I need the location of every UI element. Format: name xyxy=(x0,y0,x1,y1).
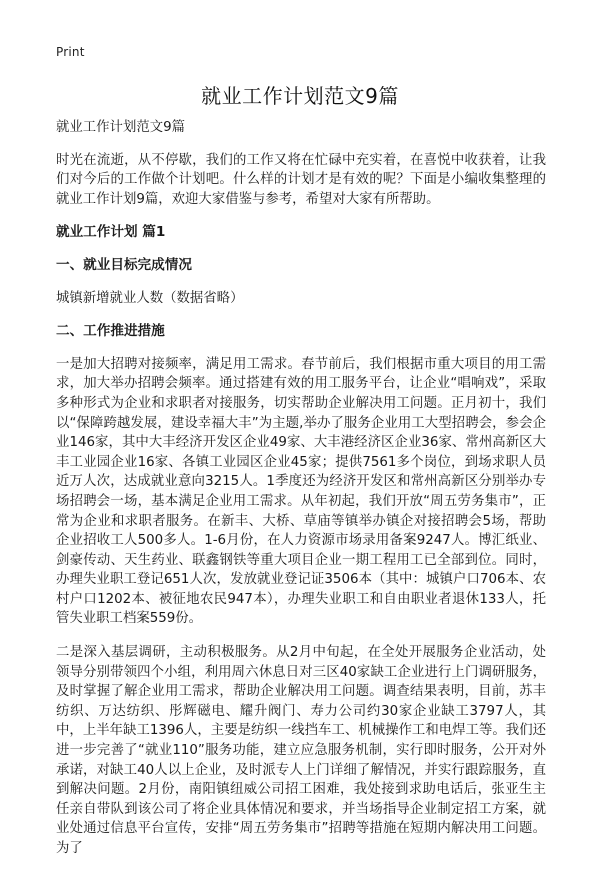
heading-work-measures: 二、工作推进措施 xyxy=(56,323,165,340)
intro-paragraph: 时光在流逝，从不停歇，我们的工作又将在忙碌中充实着，在喜悦中收获着，让我们对今后的工作做个计划吧。什么样的计划才是有效的呢？下面是小编收集整理的就业工作计划9篇，欢迎大家借鉴与参考，希望对大家有所帮助。 xyxy=(56,152,546,207)
print-label: Print xyxy=(56,45,85,59)
paragraph-measure-1: 一是加大招聘对接频率，满足用工需求。春节前后，我们根据市重大项目的用工需求，加大举办招聘会频率。通过搭建有效的用工服务平台，让企业“唱响戏”，采取多种形式为企业和求职者对接服务，切实帮助企业解决用工问题。正月初十，我们以“保障跨越发展，建设幸福大丰”为主题,举办了服务企业用工大型招聘会，参会企业146家，其中大丰经济开发区企业49家、大丰港经济区企业36家、常州高新区大丰工业园企业16家、各镇工业园区企业45家；提供7561多个岗位，到场求职人员近万人次，达成就业意向3215人。1季度还为经济开发区和常州高新区分别举办专场招聘会一场，基本满足企业用工需求。从年初起，我们开放“周五劳务集市”，正常为企业和求职者服务。在新丰、大桥、草庙等镇举办镇企对接招聘会5场，帮助企业招收工人500多人。1-6月份，在人力资源市场录用备案9247人。博汇纸业、剑豪传动、天生药业、联鑫钢铁等重大项目企业一期工程用工已全部到位。同时，办理失业职工登记651人次，发放就业登记证3506本（其中：城镇户口706本、农村户口1202本、被征地农民947本），办理失业职工和自由职业者退休133人，托管失业职工档案559份。 xyxy=(56,356,546,627)
section-title: 就业工作计划 篇1 xyxy=(56,224,166,241)
document-title: 就业工作计划范文9篇 xyxy=(201,84,399,108)
document-subtitle: 就业工作计划范文9篇 xyxy=(56,120,186,135)
document-content xyxy=(56,118,546,873)
paragraph-goals: 城镇新增就业人数（数据省略） xyxy=(56,290,244,306)
heading-employment-goals: 一、就业目标完成情况 xyxy=(56,256,192,273)
paragraph-measure-2: 二是深入基层调研，主动积极服务。从2月中旬起，在全处开展服务企业活动，处领导分别带领四个小组，利用周六休息日对三区40家缺工企业进行上门调研服务，及时掌握了解企业用工需求，帮助企业解决用工问题。调查结果表明，目前，苏丰纺织、万达纺织、彤辉磁电、耀升阀门、寿力公司约30家企业缺工3797人，其中，上半年缺工1396人，主要是纺织一线挡车工、机械操作工和电焊工等。我们还进一步完善了“就业110”服务功能，建立应急服务机制，实行即时服务，公开对外承诺，对缺工40人以上企业，及时派专人上门详细了解情况，并实行跟踪服务，直到解决问题。2月份，南阳镇纽威公司招工困难，我处接到求助电话后，张亚生主任亲自带队到该公司了将企业具体情况和要求，并当场指导企业制定招工方案，就业处通过信息平台宣传，安排“周五劳务集市”招聘等措施在短期内解决用工问题。为了 xyxy=(56,645,546,856)
